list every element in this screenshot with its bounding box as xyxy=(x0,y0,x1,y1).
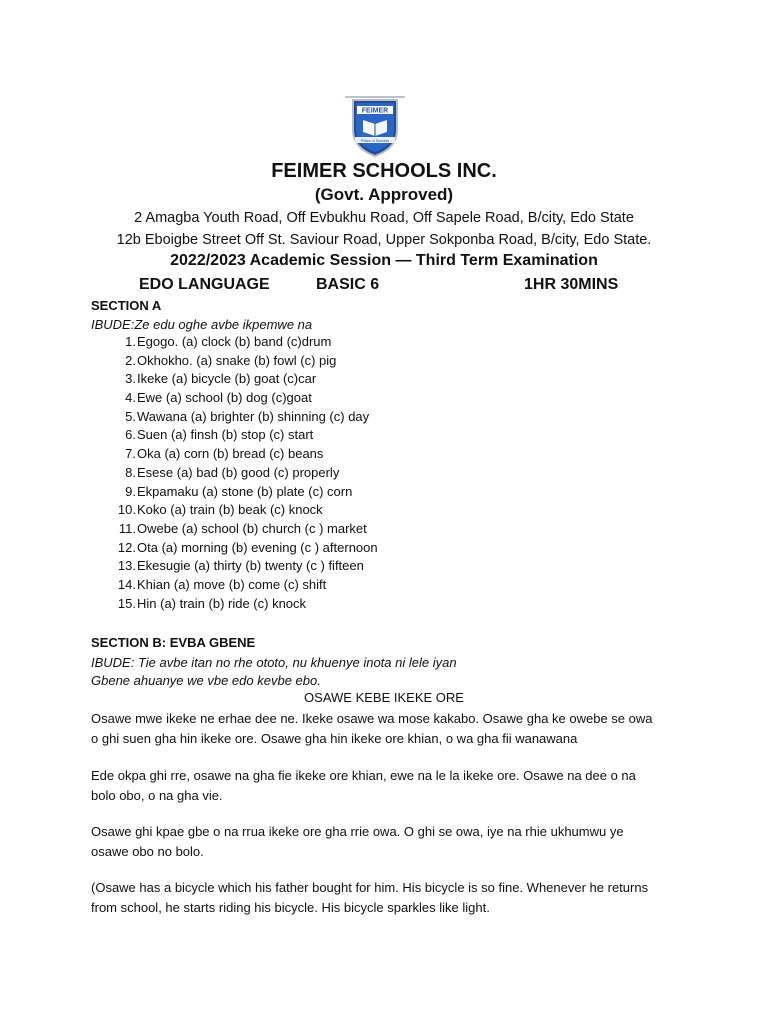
question-item xyxy=(91,370,317,389)
question-text: Egogo. (a) clock (b) band (c)drum xyxy=(137,334,332,349)
question-text: Ekpamaku (a) stone (b) plate (c) corn xyxy=(137,483,353,499)
question-item xyxy=(91,483,353,502)
question-text: Wawana (a) brighter (b) shinning (c) day xyxy=(137,408,370,424)
question-text: Esese (a) bad (b) good (c) properly xyxy=(137,464,340,480)
address-line-1: 2 Amagba Youth Road, Off Evbukhu Road, Off Sapele Road, B/city, Edo State xyxy=(134,210,634,226)
question-number: 15. xyxy=(117,595,136,611)
class-name: BASIC 6 xyxy=(316,276,380,293)
section-b-title: SECTION B: EVBA GBENE xyxy=(91,635,256,650)
story-title: OSAWE KEBE IKEKE ORE xyxy=(304,690,464,705)
question-item xyxy=(91,595,307,614)
question-number: 5. xyxy=(125,408,136,424)
section-b-instruction-1: IBUDE: Tie avbe itan no rhe ototo, nu khuenye inota ni lele iyan xyxy=(91,655,457,670)
school-logo xyxy=(345,96,405,158)
section-b-instruction-2: Gbene ahuanye we vbe edo kevbe ebo. xyxy=(91,673,321,688)
question-number: 4. xyxy=(125,390,136,406)
session-title: 2022/2023 Academic Session — Third Term Examination xyxy=(170,252,598,269)
school-name: FEIMER SCHOOLS INC. xyxy=(271,160,497,182)
question-text: Koko (a) train (b) beak (c) knock xyxy=(137,502,323,518)
question-text: Ota (a) morning (b) evening (c ) afternoon xyxy=(137,539,378,555)
question-item xyxy=(91,576,327,595)
question-number: 1. xyxy=(125,334,136,349)
exam-duration: 1HR 30MINS xyxy=(524,276,619,293)
story-paragraph-1: Osawe mwe ikeke ne erhae dee ne. Ikeke osawe wa mose kakabo. Osawe gha ke owebe se owa o ghi suen gha hin ikeke ore. Osawe gha hin ikeke ore khian, o wa gha fii wanawana xyxy=(91,711,653,746)
question-text: Okhokho. (a) snake (b) fowl (c) pig xyxy=(137,352,337,368)
question-list xyxy=(91,333,378,613)
question-number: 10. xyxy=(117,502,136,518)
question-text: Ekesugie (a) thirty (b) twenty (c ) fifteen xyxy=(137,558,364,574)
question-item xyxy=(91,408,370,427)
question-item xyxy=(91,539,378,558)
question-number: 3. xyxy=(125,371,136,387)
question-item xyxy=(91,389,312,408)
question-number: 12. xyxy=(117,539,136,555)
question-number: 11. xyxy=(118,520,136,536)
question-text: Suen (a) finsh (b) stop (c) start xyxy=(137,427,314,443)
question-item xyxy=(91,501,323,520)
story-paragraph-4: (Osawe has a bicycle which his father bought for him. His bicycle is so fine. Whenever he returns from school, he starts riding his bicycle. His bicycle sparkles like light. xyxy=(91,880,649,915)
question-text: Hin (a) train (b) ride (c) knock xyxy=(137,595,307,611)
question-item xyxy=(91,352,337,371)
question-item xyxy=(91,464,340,483)
question-item xyxy=(91,445,324,464)
subject-name: EDO LANGUAGE xyxy=(139,276,270,293)
approval-note: (Govt. Approved) xyxy=(314,185,454,204)
question-number: 14. xyxy=(117,576,136,592)
question-item xyxy=(91,333,332,352)
story-paragraph-2: Ede okpa ghi rre, osawe na gha fie ikeke ore khian, ewe na le la ikeke ore. Osawe na dee o na bolo obo, o na gha vie. xyxy=(91,768,636,803)
story-paragraph-3: Osawe ghi kpae gbe o na rrua ikeke ore gha rrie owa. O ghi se owa, iye na rhie ukhumwu ye osawe obo no bolo. xyxy=(91,824,624,859)
question-number: 8. xyxy=(125,464,136,480)
question-number: 13. xyxy=(117,558,136,574)
question-item xyxy=(91,520,367,539)
question-text: Oka (a) corn (b) bread (c) beans xyxy=(137,446,324,462)
question-item xyxy=(91,557,364,576)
question-text: Owebe (a) school (b) church (c ) market xyxy=(137,520,367,536)
question-item xyxy=(91,426,314,445)
question-text: Ikeke (a) bicycle (b) goat (c)car xyxy=(137,371,317,387)
address-line-2: 12b Eboigbe Street Off St. Saviour Road, Upper Sokponba Road, B/city, Edo State. xyxy=(116,232,652,248)
exam-info-row xyxy=(0,276,768,296)
section-a-title: SECTION A xyxy=(91,298,162,313)
question-number: 6. xyxy=(125,427,136,443)
section-a-instruction: IBUDE:Ze edu oghe avbe ikpemwe na xyxy=(91,317,313,332)
question-number: 9. xyxy=(125,483,136,499)
question-number: 2. xyxy=(125,352,136,368)
logo-text: FEIMER xyxy=(361,107,389,115)
question-text: Ewe (a) school (b) dog (c)goat xyxy=(137,390,312,406)
question-number: 7. xyxy=(125,446,136,462)
question-text: Khian (a) move (b) come (c) shift xyxy=(137,576,327,592)
logo-motto: Pillars of Success xyxy=(360,138,390,143)
